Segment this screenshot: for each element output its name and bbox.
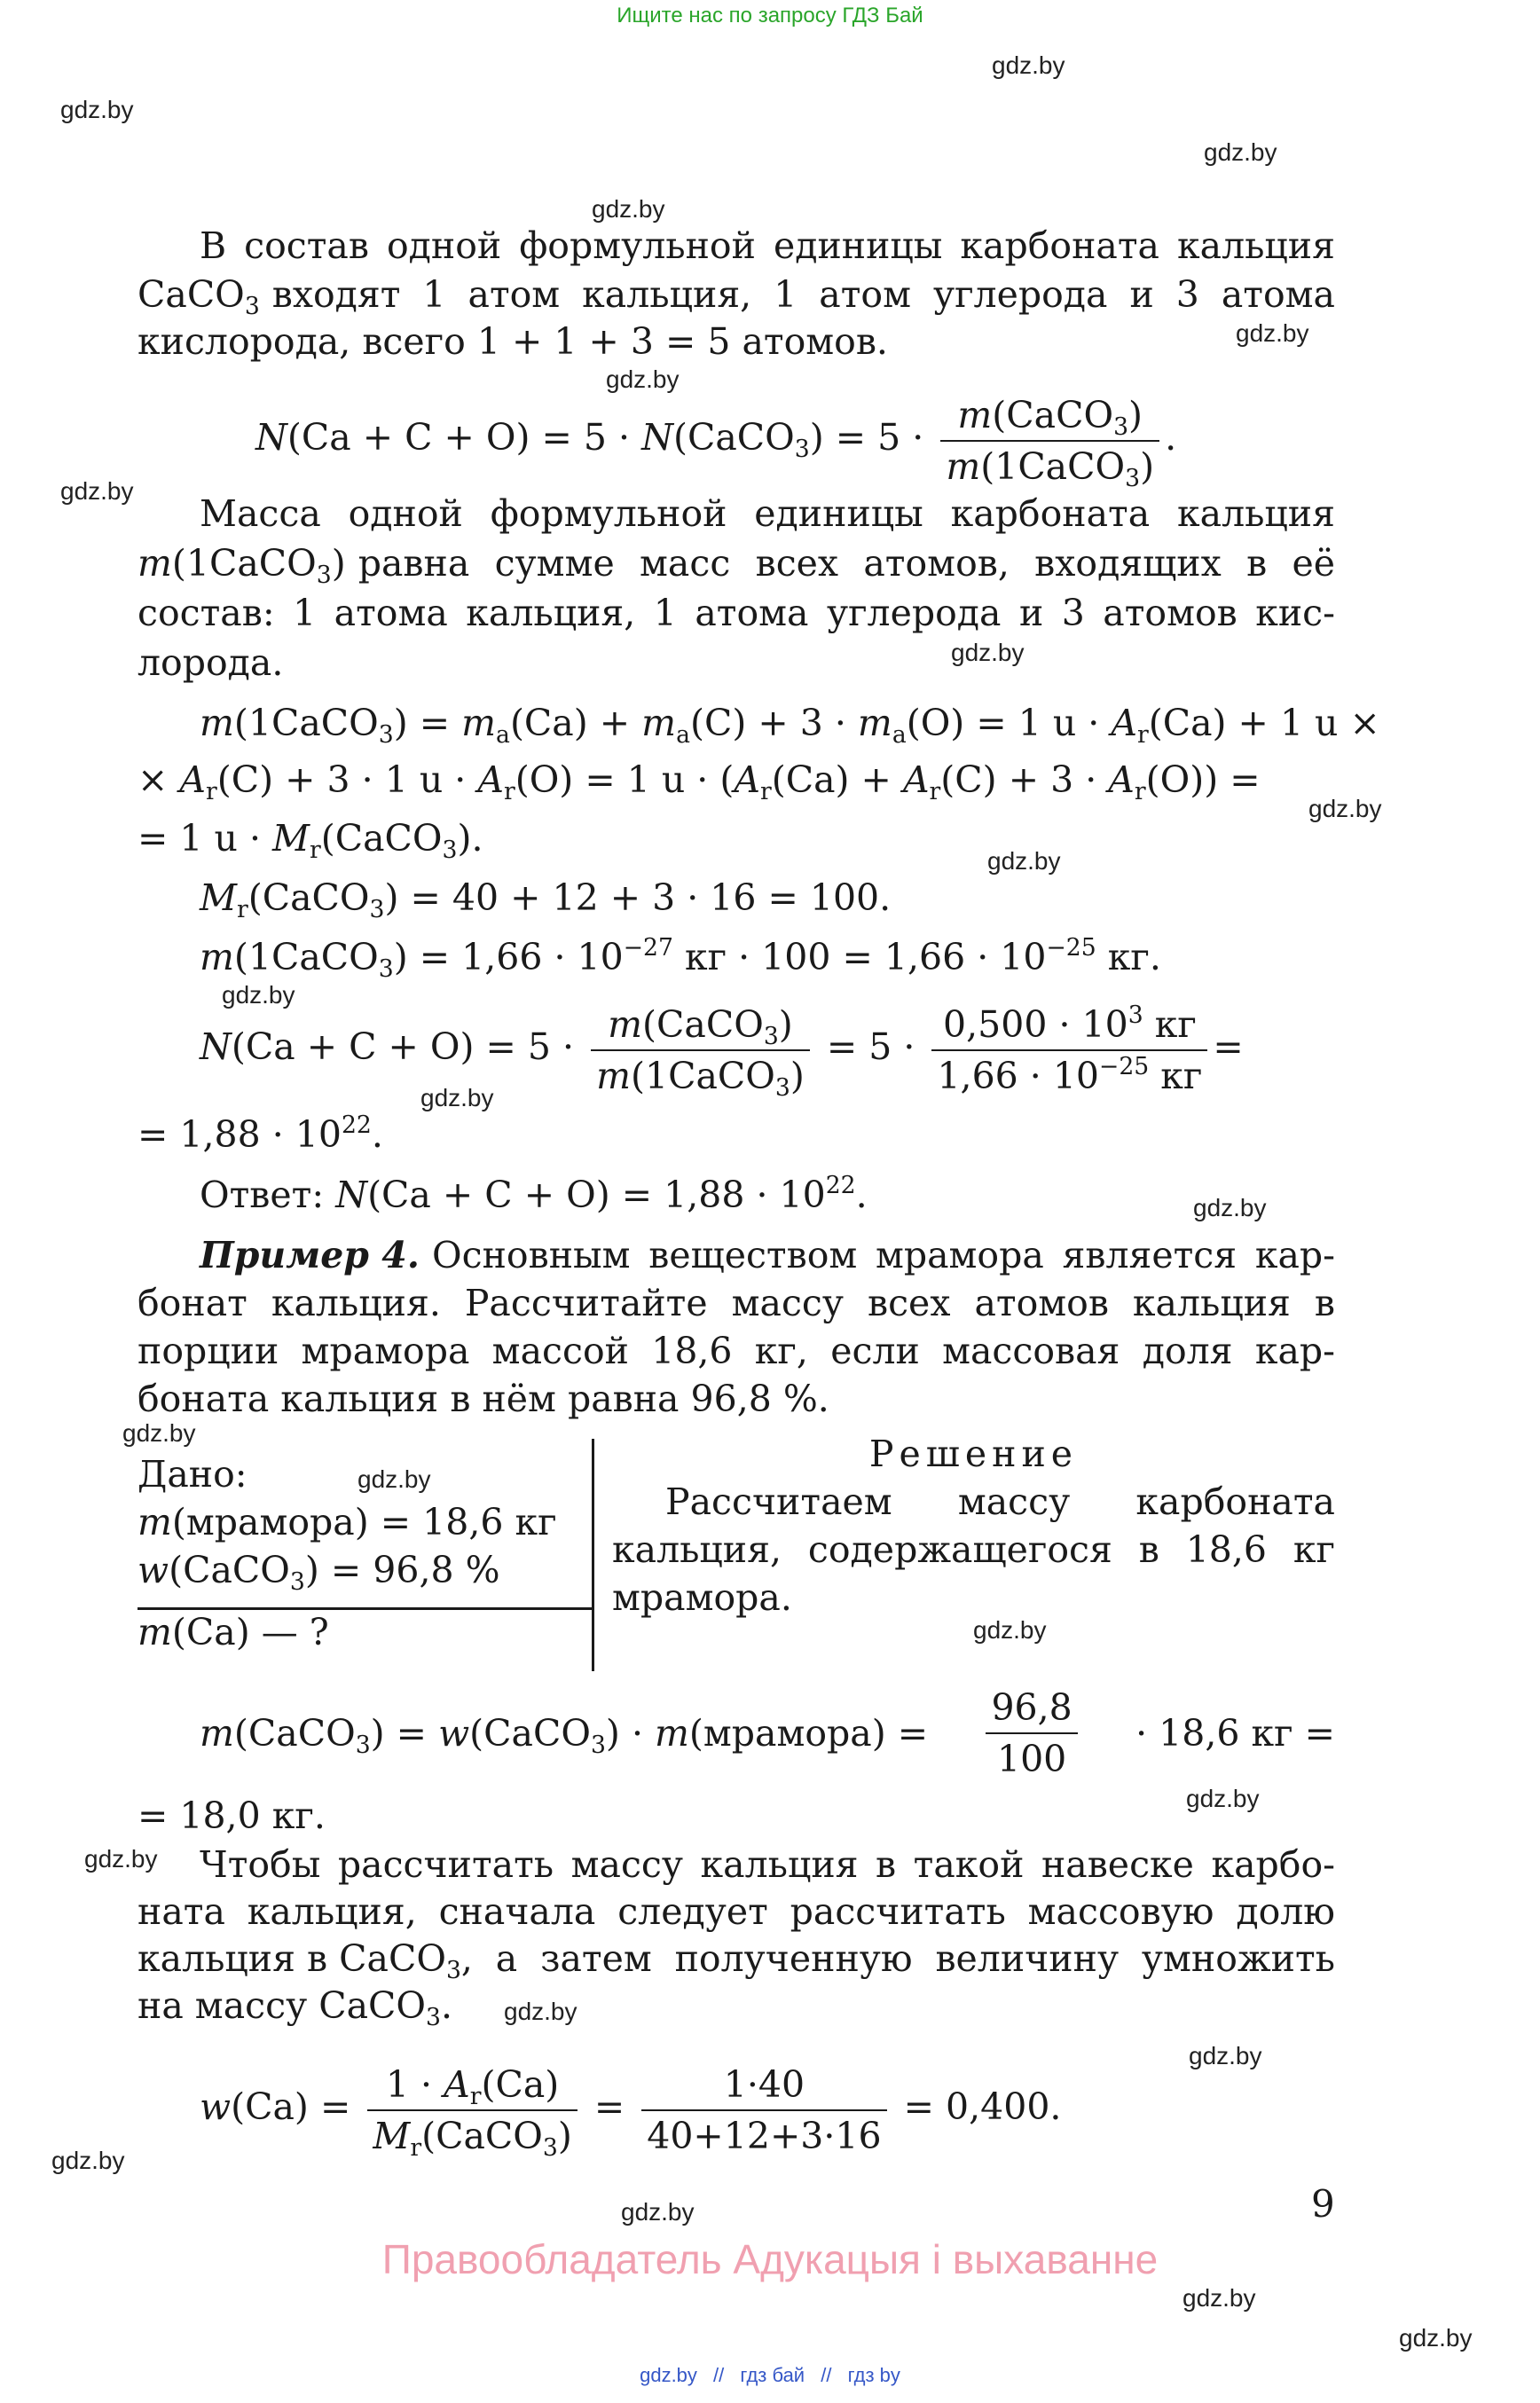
formula-result: = $1,88 \cdot 10^{22}$.: [138, 1111, 383, 1156]
footer-link[interactable]: гдз by: [847, 2364, 900, 2386]
given-find-rule: [138, 1607, 592, 1610]
solution-line: Рассчитаем массу карбоната: [665, 1480, 1335, 1523]
watermark: gdz.by: [222, 981, 295, 1009]
solution-line: мрамора.: [612, 1576, 792, 1619]
watermark: gdz.by: [1308, 795, 1382, 822]
footer-link[interactable]: гдз бай: [740, 2364, 805, 2386]
paragraph-line: CaCO$_3$ входят 1 атом кальция, 1 атом углерода и 3 атома: [138, 273, 1335, 320]
paragraph-line: кальция в CaCO$_3$ , а затем полученную величину умножить: [138, 1937, 1335, 1984]
formula-n-calc: N(Ca + C + O) = 5 · $\frac{m(CaCO_3)}{m(1CaCO_3)}$ = 5 · $\frac{0,500 \cdot 10^3 кг}{1,66 \cdot 10^{-25} кг}$ =: [200, 993, 1244, 1101]
page-number: 9: [1311, 2182, 1335, 2226]
solution-line: кальция, содержащегося в 18,6 кг: [612, 1528, 1335, 1571]
watermark: gdz.by: [606, 365, 680, 393]
formula-line: = 1 $u \cdot M_r(CaCO_3)$.: [138, 817, 483, 864]
given-mass: m(мрамора) = 18,6 кг: [138, 1501, 557, 1543]
copyright-notice: Правообладатель Адукацыя і выхаванне: [381, 2236, 1159, 2282]
paragraph-line: бонат кальция. Рассчитайте массу всех атомов кальция в: [138, 1282, 1335, 1324]
paragraph-line: боната кальция в нём равна 96,8 %.: [138, 1378, 829, 1420]
paragraph-line: лорода.: [138, 641, 284, 684]
formula-mcaco3: m(CaCO$_3$) = w(CaCO$_3$) · m(мрамора) = $\frac{96,8}{100}$ · 18,6 кг =: [200, 1680, 1335, 1787]
top-banner[interactable]: Ищите нас по запросу ГДЗ Бай: [617, 4, 923, 27]
given-title: Дано:: [138, 1453, 248, 1496]
watermark: gdz.by: [1189, 2042, 1262, 2069]
example-title-line: Пример 4. Основным веществом мрамора является кар-: [200, 1234, 1335, 1276]
watermark: gdz.by: [1186, 1785, 1260, 1812]
watermark: gdz.by: [973, 1616, 1047, 1644]
watermark: gdz.by: [951, 639, 1025, 666]
footer-links: [0, 2364, 1540, 2387]
formula-line: × $A_r(C) + 3 \cdot 1$ $u \cdot A_r(O) = 1$ $u \cdot (A_r(Ca) + A_r(C) + 3 \cdot A_r(O))$ =: [138, 758, 1261, 805]
watermark: gdz.by: [592, 195, 665, 223]
given-find: m(Ca) — ?: [138, 1611, 329, 1653]
given-divider: [592, 1439, 594, 1671]
solution-block: [612, 1430, 1335, 1622]
watermark: gdz.by: [60, 96, 134, 123]
watermark: gdz.by: [504, 1998, 578, 2025]
formula-n-ratio: N(Ca + C + O) = 5 · N(CaCO$_3$) = 5 · $\frac{m(CaCO_3)}{m(1CaCO_3)}$ .: [255, 389, 1176, 491]
watermark: gdz.by: [1399, 2324, 1473, 2352]
paragraph-line: Масса одной формульной единицы карбоната кальция: [200, 492, 1335, 535]
paragraph-line: В состав одной формульной единицы карбоната кальция: [200, 224, 1335, 267]
paragraph-line: на массу CaCO$_3$.: [138, 1984, 453, 2031]
watermark: gdz.by: [621, 2198, 695, 2226]
paragraph-line: m(1CaCO$_3$) равна сумме масс всех атомов, входящих в её: [138, 542, 1335, 589]
formula-line: m(1CaCO$_3$) = $m_a(Ca) + m_a(C) + 3 \cdot m_a(O) = 1$ $u \cdot A_r(Ca) + 1$ u ×: [200, 702, 1380, 749]
paragraph-line: кислорода, всего 1 + 1 + 3 = 5 атомов.: [138, 320, 888, 363]
watermark: gdz.by: [84, 1845, 158, 1873]
paragraph-line: ната кальция, сначала следует рассчитать массовую долю: [138, 1890, 1335, 1933]
watermark: gdz.by: [122, 1419, 196, 1447]
formula-mr: $M_r(CaCO_3) = 40 + 12 + 3 \cdot 16 = 100$.: [200, 876, 892, 923]
watermark: gdz.by: [358, 1465, 431, 1493]
formula-m1: m(1CaCO$_3$) = $1,66 \cdot 10^{-27}$ кг · $100 = 1,66 \cdot 10^{-25}$ кг.: [200, 934, 1161, 983]
footer-link[interactable]: gdz.by: [640, 2364, 697, 2386]
watermark: gdz.by: [1182, 2284, 1256, 2312]
watermark: gdz.by: [1236, 319, 1309, 347]
given-block: [138, 1450, 590, 1656]
watermark: gdz.by: [51, 2147, 125, 2174]
given-fraction: w(CaCO$_3$) = 96,8 %: [138, 1549, 500, 1596]
formula-wca: w(Ca) = $\frac{1 \cdot A_r(Ca)}{M_r(CaCO_3)}$ = $\frac{1\cdot 40}{40+12+3\cdot 16}$ = 0,400.: [200, 2049, 1061, 2164]
watermark: gdz.by: [987, 847, 1061, 875]
watermark: gdz.by: [1204, 138, 1277, 166]
paragraph-line: состав: 1 атома кальция, 1 атома углерода и 3 атомов кис-: [138, 592, 1335, 634]
answer-line: Ответ: $N(Ca + C + O) = 1,88 \cdot 10^{22}$.: [200, 1172, 868, 1216]
formula-mass-result: = 18,0 кг.: [138, 1794, 326, 1837]
watermark: gdz.by: [60, 477, 134, 505]
watermark: gdz.by: [992, 51, 1065, 79]
paragraph-line: Чтобы рассчитать массу кальция в такой навеске карбо-: [200, 1843, 1335, 1886]
watermark: gdz.by: [420, 1084, 494, 1111]
paragraph-line: порции мрамора массой 18,6 кг, если массовая доля кар-: [138, 1330, 1335, 1372]
solution-heading: Решение: [868, 1433, 1079, 1475]
footer-separator: //: [821, 2364, 832, 2386]
footer-separator: //: [713, 2364, 725, 2386]
watermark: gdz.by: [1193, 1194, 1267, 1221]
